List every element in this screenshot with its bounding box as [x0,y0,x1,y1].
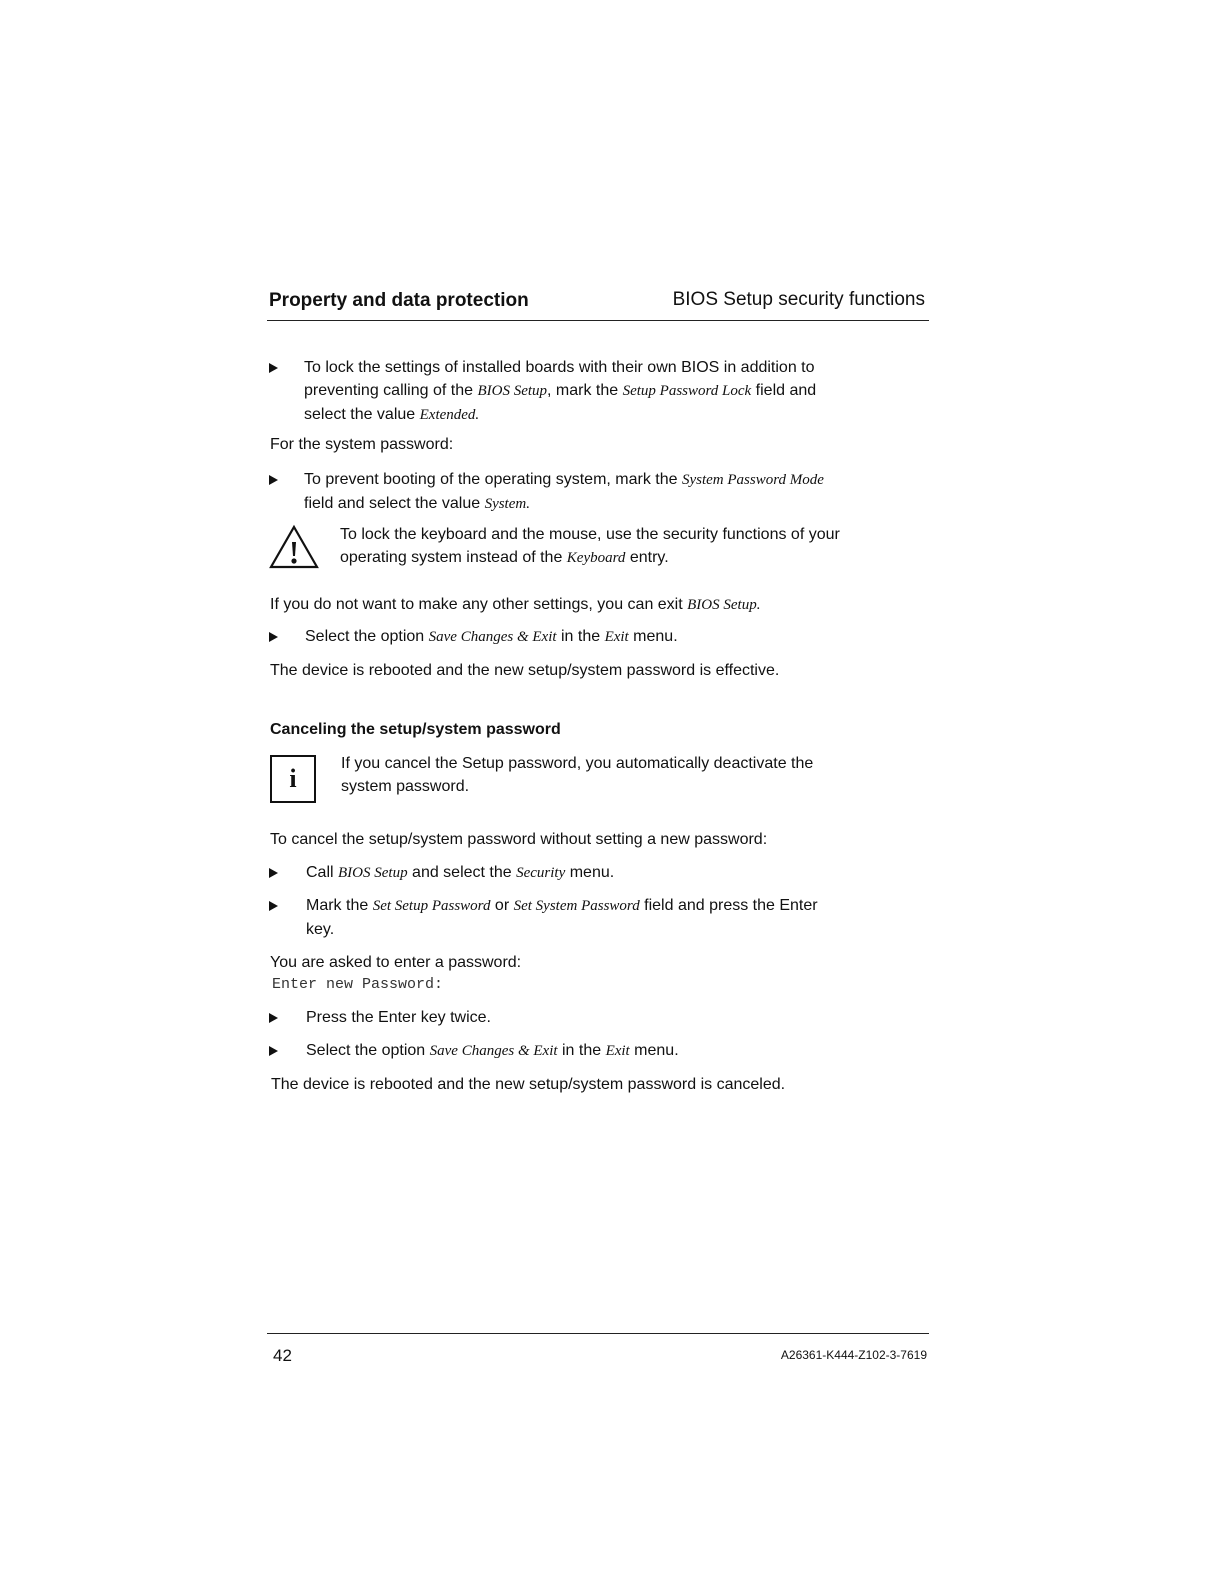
text-line: key. [306,921,335,938]
text-run: menu. [565,864,615,881]
text-run: To prevent booting of the operating system, mark the [304,471,682,488]
italic-term: Set Setup Password [372,898,491,914]
bullet-call-bios [306,861,614,885]
code-prompt: Enter new Password: [272,976,444,993]
bullet-setup-password-lock [304,356,816,427]
paragraph: The device is rebooted and the new setup/system password is effective. [270,662,780,679]
text-line: If you cancel the Setup password, you automatically deactivate the [341,755,814,772]
italic-term: Exit [605,1043,630,1059]
text-line [304,403,816,427]
page-number: 42 [273,1346,292,1365]
italic-term: BIOS Setup [477,383,548,399]
italic-term: Set System Password [513,898,640,914]
text-run: menu. [629,1042,679,1059]
bullet-arrow-icon [269,632,278,642]
warning-note [340,523,840,570]
text-line: system password. [341,778,470,795]
text-line: To lock the keyboard and the mouse, use the security functions of your [340,526,840,543]
warning-icon [268,524,320,570]
text-run: Select the option [306,1042,430,1059]
text-run: Select the option [305,628,429,645]
subsection-heading: Canceling the setup/system password [270,721,561,738]
text-run: entry. [625,549,669,566]
italic-term: Security [516,865,566,881]
italic-term: System. [484,496,530,512]
text-line [340,546,840,570]
text-run: preventing calling of the [304,382,478,399]
text-line [304,379,816,403]
italic-term: Extended. [419,407,480,423]
bullet-mark-password-field [306,894,818,941]
italic-term: Exit [604,629,629,645]
text-run: and select the [407,864,517,881]
text-run: operating system instead of the [340,549,567,566]
bullet-arrow-icon [269,475,278,485]
page-header [267,288,929,321]
chapter-title: BIOS Setup security functions [672,289,925,310]
italic-term: Setup Password Lock [622,383,752,399]
text-line [304,468,824,492]
paragraph: For the system password: [270,436,454,453]
text-run: or [490,897,514,914]
bullet-arrow-icon [269,1013,278,1023]
bullet-save-exit-2 [306,1039,679,1063]
document-id: A26361-K444-Z102-3-7619 [780,1348,927,1362]
bullet-arrow-icon [269,868,278,878]
italic-term: BIOS Setup. [687,597,761,613]
bullet-arrow-icon [269,1046,278,1056]
text-run: in the [556,628,605,645]
paragraph: To cancel the setup/system password without setting a new password: [270,831,768,848]
bullet-press-enter: Press the Enter key twice. [306,1009,491,1026]
italic-term: System Password Mode [681,472,824,488]
bullet-arrow-icon [269,901,278,911]
italic-term: Save Changes & Exit [428,629,557,645]
text-run: field and press the Enter [639,897,818,914]
page-footer [267,1333,929,1374]
italic-term: Keyboard [566,550,626,566]
text-line: To lock the settings of installed boards with their own BIOS in addition to [304,359,815,376]
text-run: Mark the [306,897,373,914]
paragraph: You are asked to enter a password: [270,954,522,971]
italic-term: BIOS Setup [338,865,408,881]
text-run: field and [751,382,817,399]
text-run: , mark the [547,382,623,399]
text-run: Call [306,864,339,881]
paragraph [270,593,760,617]
text-line [304,492,824,516]
text-run: in the [557,1042,606,1059]
bullet-system-password-mode [304,468,824,516]
text-run: select the value [304,406,420,423]
info-icon: i [270,755,316,803]
italic-term: Save Changes & Exit [429,1043,558,1059]
info-note [341,752,813,798]
text-run: field and select the value [304,495,485,512]
paragraph: The device is rebooted and the new setup/system password is canceled. [271,1076,786,1093]
text-run: menu. [628,628,678,645]
section-title: Property and data protection [269,290,529,311]
text-line [306,894,818,918]
bullet-save-exit [305,625,678,649]
bullet-arrow-icon [269,363,278,373]
text-run: If you do not want to make any other settings, you can exit [270,596,688,613]
